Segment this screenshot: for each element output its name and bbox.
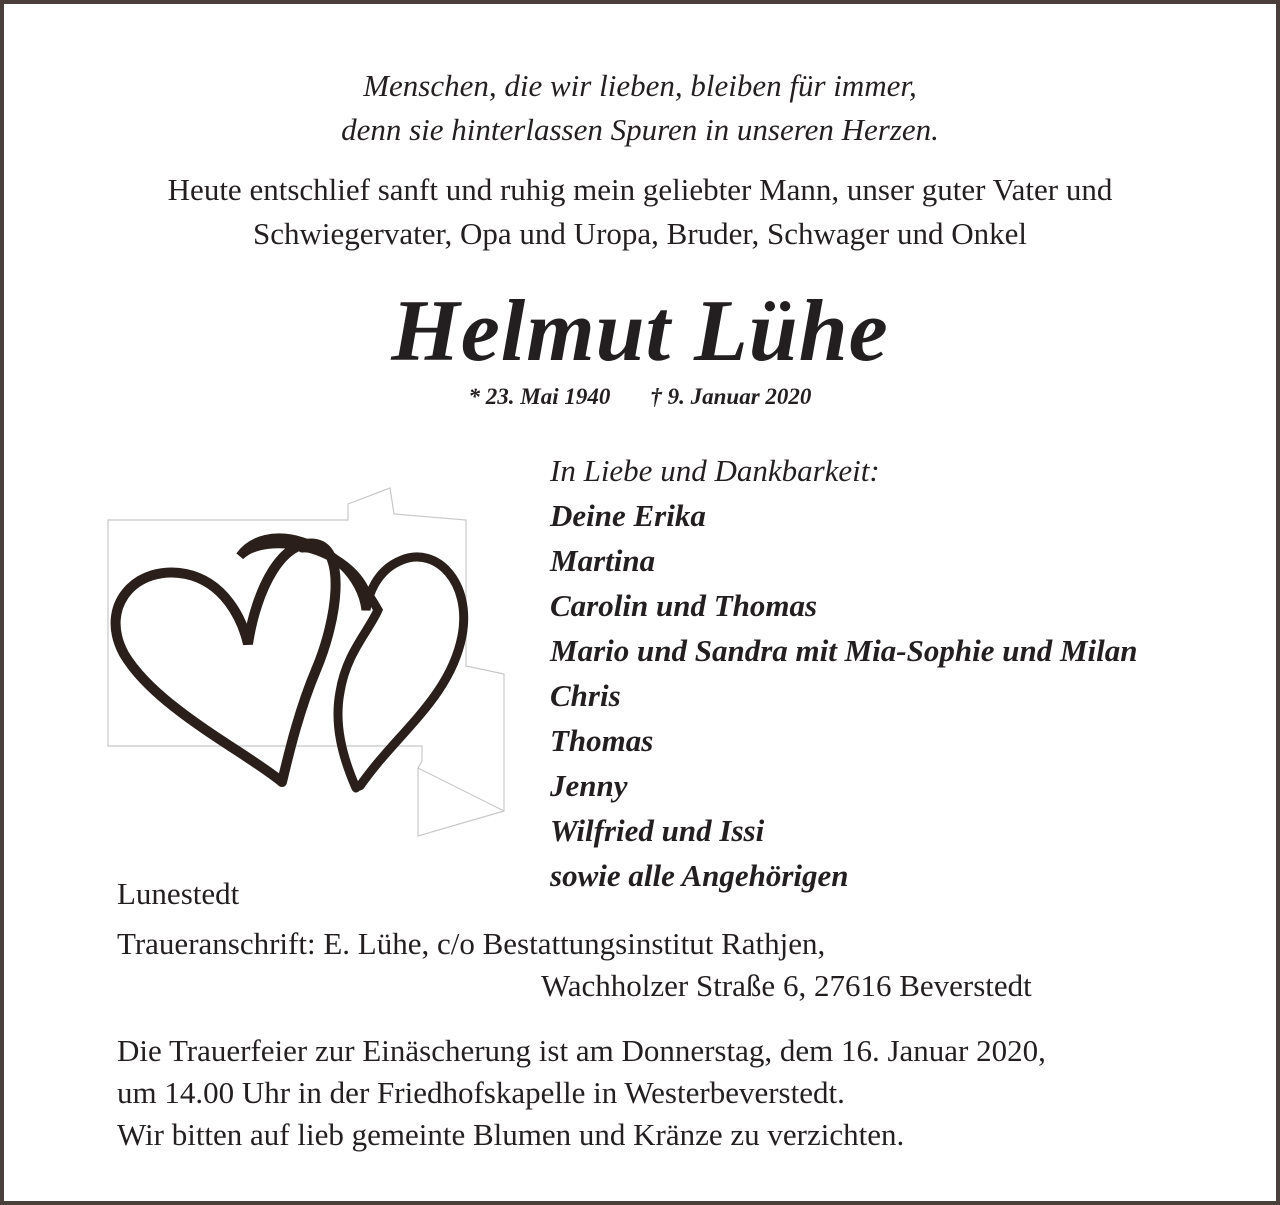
intro-text: [0, 168, 1280, 256]
motto-line: Menschen, die wir lieben, bleiben für immer,: [363, 68, 917, 103]
life-dates: [0, 381, 1280, 413]
intro-line: Schwiegervater, Opa und Uropa, Bruder, Schwager und Onkel: [252, 216, 1027, 251]
deceased-name: Helmut Lühe: [391, 283, 889, 380]
intro-line: Heute entschlief sanft und ruhig mein geliebter Mann, unser guter Vater und: [167, 172, 1113, 207]
mourner-name: Carolin und Thomas: [550, 588, 818, 623]
mourning-address-line1: Traueranschrift: E. Lühe, c/o Bestattungsinstitut Rathjen,: [117, 926, 826, 961]
mourners-lead: In Liebe und Dankbarkeit:: [550, 453, 880, 488]
mourning-address-line2: Wachholzer Straße 6, 27616 Beverstedt: [541, 968, 1032, 1003]
ceremony-line: Die Trauerfeier zur Einäscherung ist am Donnerstag, dem 16. Januar 2020,: [117, 1033, 1046, 1068]
motto: [0, 64, 1280, 152]
mourner-name: Jenny: [550, 768, 628, 803]
mourner-name: Deine Erika: [550, 498, 706, 533]
mourner-name: Thomas: [550, 723, 654, 758]
mourners-list: [550, 448, 1137, 898]
ceremony-line: Wir bitten auf lieb gemeinte Blumen und Kränze zu verzichten.: [117, 1117, 905, 1152]
mourner-name: sowie alle Angehörigen: [550, 858, 849, 893]
death-date: † 9. Januar 2020: [650, 384, 812, 409]
ceremony-line: um 14.00 Uhr in der Friedhofskapelle in Westerbeverstedt.: [117, 1075, 845, 1110]
two-hearts-icon: [106, 486, 536, 846]
mourner-name: Martina: [550, 543, 656, 578]
place-of-residence: Lunestedt: [117, 876, 240, 911]
mourner-name: Mario und Sandra mit Mia-Sophie und Milan: [550, 633, 1138, 668]
mourner-name: Wilfried und Issi: [550, 813, 765, 848]
motto-line: denn sie hinterlassen Spuren in unseren Herzen.: [341, 112, 939, 147]
mourner-name: Chris: [550, 678, 621, 713]
birth-date: * 23. Mai 1940: [468, 384, 611, 409]
ceremony-text: [117, 1030, 1046, 1156]
